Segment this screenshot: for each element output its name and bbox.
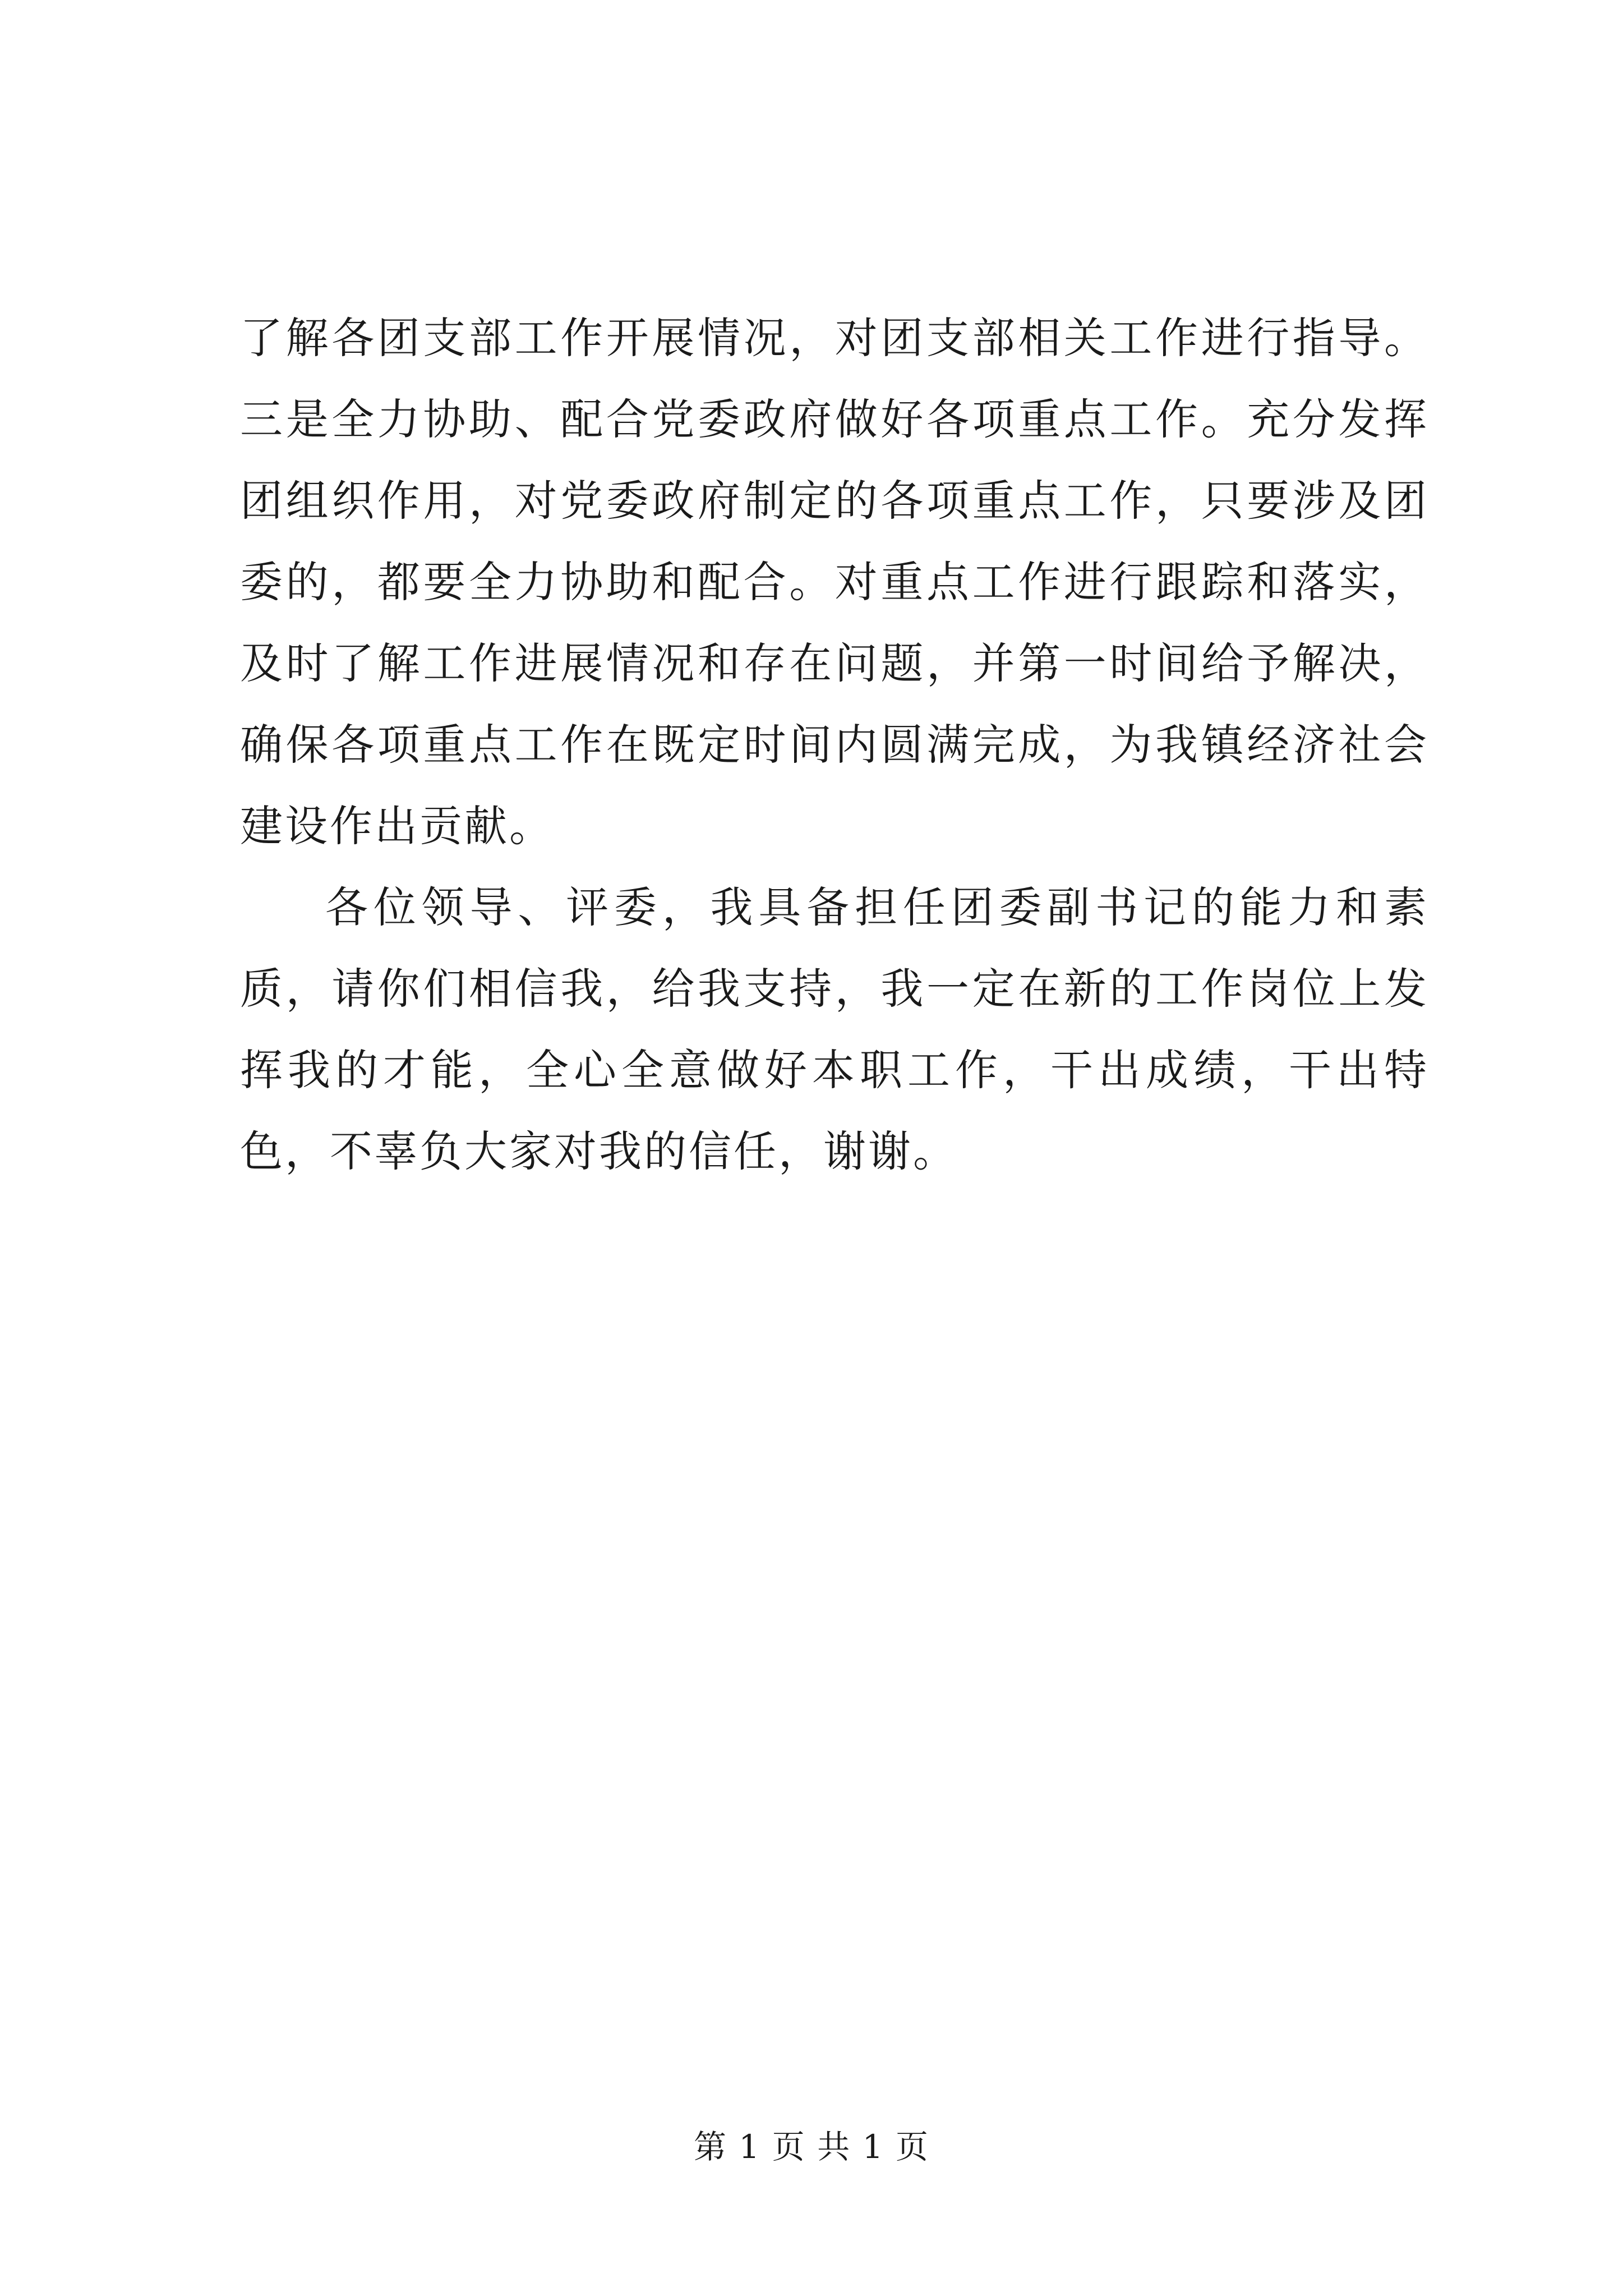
paragraph-closing: 各位领导、评委，我具备担任团委副书记的能力和素质，请你们相信我，给我支持，我一定在新的工作岗位上发挥我的才能，全心全意做好本职工作，干出成绩，干出特色，不辜负大家对我的信任，谢谢。 [240,882,1429,1176]
page-number-footer: 第 1 页 共 1 页 [694,2128,929,2166]
paragraph-continuation: 了解各团支部工作开展情况，对团支部相关工作进行指导。三是全力协助、配合党委政府做好各项重点工作。充分发挥团组织作用，对党委政府制定的各项重点工作，只要涉及团委的，都要全力协助和配合。对重点工作进行跟踪和落实，及时了解工作进展情况和存在问题，并第一时间给予解决，确保各项重点工作在既定时间内圆满完成，为我镇经济社会建设作出贡献。 [240,313,1429,851]
document-body [240,297,1429,1192]
